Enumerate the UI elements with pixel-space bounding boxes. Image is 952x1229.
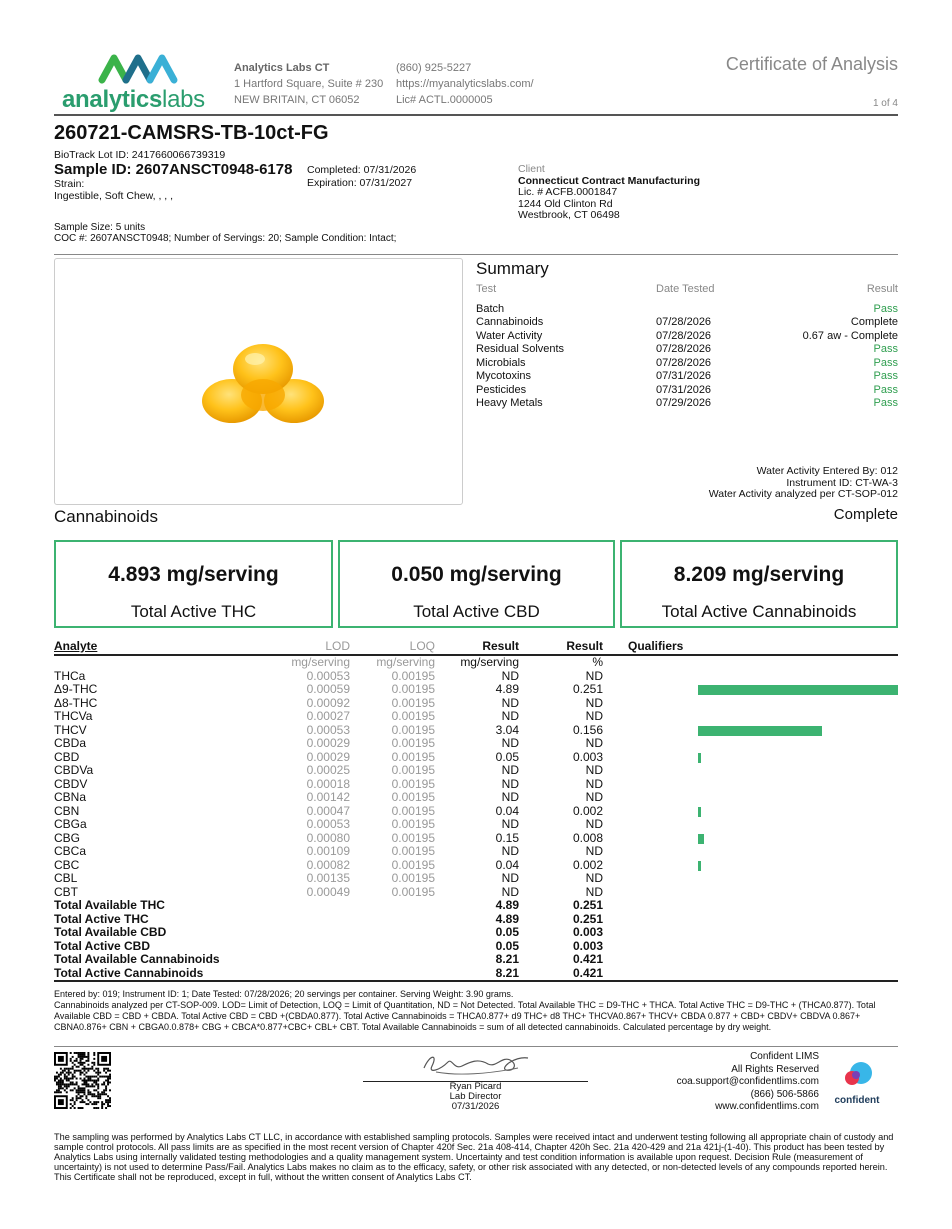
analyte-lod: 0.00080 [306, 830, 350, 845]
analyte-name: CBL [54, 871, 78, 885]
analyte-name: CBD [54, 749, 80, 764]
analytics-labs-logo [62, 52, 217, 114]
summary-row [476, 343, 898, 357]
stat-value: 4.893 mg/serving [108, 563, 279, 586]
document-title: Certificate of Analysis [725, 54, 898, 74]
notes-line: Cannabinoids analyzed per CT-SOP-009. LOD= Limit of Detection, LOQ = Limit of Quantitation, ND = Not Detected. Total Available THC = D9-THC + THCA. Total Active THC = D9-THC + (THCA0.877). Total Available CBD = CBD + CBDA. Total Active CBD = CBD +(CBDA0.877). Total Active Cannabinoids = THCA0.877+ d9 THC+ d8 THC+ THCVA0.867+ THCV+ CBDA 0.877 + CBD+ CBDV+ CBDVA 0.867+ CBNA0.876+ CBN + CBGA0.0.878+ CBG + CBCA*0.877+CBC+ CBL+ CBT. Total Available Cannabinoids = sum of all detected cannabinoids. Calculated percentage by dry weight. [54, 1000, 876, 1032]
wa-instrument: Instrument ID: CT-WA-3 [786, 476, 898, 489]
analyte-result-pct: ND [585, 871, 603, 885]
analyte-name: CBT [54, 884, 78, 899]
sample-size: Sample Size: 5 units [54, 222, 146, 233]
analyte-loq: 0.00195 [391, 884, 435, 899]
analyte-lod: 0.00049 [306, 884, 350, 899]
summary-result: Pass [873, 370, 898, 382]
col-analyte: Analyte [54, 639, 98, 653]
info-divider [54, 254, 898, 255]
summary-date: 07/31/2026 [656, 370, 712, 382]
analyte-lod: 0.00029 [306, 749, 350, 764]
strain: Strain: [54, 178, 85, 190]
analyte-result-mg: ND [501, 844, 519, 858]
summary-date: 07/28/2026 [656, 316, 712, 328]
summary-rows [476, 303, 898, 411]
analyte-result-mg: 0.04 [495, 803, 519, 818]
analyte-result-mg: 0.04 [495, 857, 519, 872]
summary-date [656, 303, 776, 317]
analyte-name: Δ8-THC [54, 695, 98, 710]
analyte-result-mg: 3.04 [495, 722, 519, 737]
total-name: Total Active CBD [54, 938, 151, 953]
water-activity-notes [709, 466, 898, 501]
summary-head-test: Test [476, 283, 497, 295]
stat-value: 8.209 mg/serving [673, 563, 845, 586]
analyte-result-pct: ND [585, 709, 603, 723]
summary-test: Residual Solvents [476, 343, 565, 355]
analyte-rows [54, 670, 898, 900]
wa-entered-by: Water Activity Entered By: 012 [756, 465, 898, 477]
table-row [54, 818, 898, 832]
analyte-result-pct: ND [585, 790, 603, 804]
analyte-result-pct: 0.156 [572, 722, 603, 737]
analyte-name: CBDVa [54, 763, 94, 777]
lims-email[interactable]: coa.support@confidentlims.com [676, 1076, 819, 1087]
confident-logo [832, 1060, 882, 1106]
client-license: Lic. # ACFB.0001847 [518, 186, 618, 198]
summary-head-result: Result [866, 283, 898, 295]
disclaimer: The sampling was performed by Analytics Labs CT LLC, in accordance with established sampling protocols. Samples were received intact and underwent testing following all appropriate chain of custody and sample control protocols. All pass limits are as specified in the most recent version of Chapter 420f Sec. 21a 408-414, Chapter 420h Sec. 21a 420-429 and 21a 421j-(1-40). This product has been tested by Analytics Labs using internally validated testing methodologies and a quality management system. Uncertainty and test condition information is available upon request. Decision Rule (measurement of uncertainty) is not used to determine Pass/Fail. Analytics Labs makes no claim as to the efficacy, safety, or other risk associated with any detected, or non-detected levels of any compounds reported herein. This Certificate shall not be reproduced, except in full, without the written consent of Analytics Labs CT. [54, 1132, 894, 1182]
sample-id: Sample ID: 2607ANSCT0948-6178 [54, 161, 293, 178]
cannabinoids-title: Cannabinoids [54, 507, 158, 526]
table-row [54, 683, 898, 697]
col-result-mg: Result [482, 639, 519, 653]
analyte-result-mg: ND [501, 817, 519, 831]
summary-result: Pass [873, 343, 898, 355]
summary-result: Pass [873, 356, 898, 369]
total-name: Total Active Cannabinoids [54, 965, 204, 980]
table-row [54, 751, 898, 765]
analyte-name: CBCa [54, 844, 87, 858]
biotrack-id: BioTrack Lot ID: 2417660066739319 [54, 149, 226, 161]
summary-test: Pesticides [476, 383, 527, 396]
analyte-loq: 0.00195 [391, 844, 435, 858]
lab-phone: (860) 925-5227 [396, 62, 472, 74]
lab-license: Lic# ACTL.0000005 [396, 94, 493, 106]
lims-phone: (866) 506-5866 [750, 1088, 819, 1100]
analyte-lod: 0.00025 [306, 763, 350, 777]
summary-result: Pass [873, 302, 898, 315]
analyte-loq: 0.00195 [391, 830, 435, 845]
analyte-name: CBG [54, 830, 81, 845]
lab-address [234, 60, 383, 108]
lab-address-line1: 1 Hartford Square, Suite # 230 [234, 78, 384, 90]
stat-label: Total Active THC [130, 602, 257, 621]
total-row [54, 913, 898, 927]
product-type: Ingestible, Soft Chew, , , , [54, 190, 174, 202]
table-row [54, 832, 898, 846]
analyte-lod: 0.00092 [306, 695, 350, 710]
table-units-row [54, 656, 898, 670]
analyte-result-mg: ND [501, 709, 519, 723]
signatory-name: Ryan Picard [449, 1081, 502, 1092]
client-address1: 1244 Old Clinton Rd [518, 197, 613, 210]
table-header [54, 640, 898, 654]
analyte-result-mg: ND [501, 871, 519, 885]
total-rows [54, 899, 898, 980]
total-name: Total Available THC [54, 898, 165, 912]
total-row [54, 953, 898, 967]
summary-date: 07/28/2026 [656, 356, 712, 369]
confident-wordmark: confident [834, 1095, 880, 1106]
stat-label: Total Active Cannabinoids [661, 602, 857, 621]
cannabinoid-notes [54, 989, 898, 1033]
analyte-lod: 0.00082 [306, 857, 350, 872]
summary-date: 07/28/2026 [656, 343, 712, 355]
stat-label: Total Active CBD [413, 602, 540, 621]
analyte-loq: 0.00195 [391, 695, 435, 710]
analyte-name: CBDa [54, 736, 87, 750]
analyte-bar [698, 861, 701, 871]
wa-sop: Water Activity analyzed per CT-SOP-012 [708, 488, 898, 500]
lab-address-line2: NEW BRITAIN, CT 06052 [234, 94, 360, 106]
analyte-loq: 0.00195 [391, 803, 435, 818]
logo-mark-icon [62, 52, 217, 86]
analyte-loq: 0.00195 [391, 682, 435, 696]
analyte-loq: 0.00195 [391, 749, 435, 764]
analyte-bar [698, 685, 898, 695]
analyte-result-mg: ND [501, 668, 519, 683]
table-row [54, 805, 898, 819]
summary-test: Batch [476, 302, 505, 315]
total-result-pct: 0.421 [572, 965, 603, 980]
summary-result: 0.67 aw - Complete [802, 329, 898, 342]
total-result-mg: 0.05 [495, 925, 519, 939]
analyte-result-mg: ND [501, 736, 519, 750]
total-name: Total Active THC [54, 911, 149, 926]
summary-title: Summary [476, 259, 549, 278]
summary-result: Pass [873, 383, 898, 396]
summary-date: 07/31/2026 [656, 383, 712, 396]
total-row [54, 940, 898, 954]
analyte-bar [698, 726, 822, 736]
table-row [54, 737, 898, 751]
table-row [54, 886, 898, 900]
analyte-loq: 0.00195 [391, 763, 435, 777]
unit-lod: mg/serving [291, 655, 350, 669]
dates-info [307, 164, 416, 190]
total-result-pct: 0.251 [572, 898, 603, 912]
analyte-lod: 0.00047 [306, 803, 350, 818]
summary-date: 07/28/2026 [656, 329, 712, 342]
table-row [54, 872, 898, 886]
table-row [54, 845, 898, 859]
analyte-name: CBDV [54, 776, 88, 791]
col-loq: LOQ [409, 639, 435, 653]
analyte-result-pct: 0.002 [572, 803, 603, 818]
analyte-result-mg: 0.15 [495, 830, 519, 845]
summary-result: Complete [850, 316, 898, 328]
client-label: Client [518, 163, 545, 175]
analyte-lod: 0.00018 [306, 776, 350, 791]
analyte-loq: 0.00195 [391, 817, 435, 831]
analyte-lod: 0.00027 [306, 709, 350, 723]
table-row [54, 764, 898, 778]
unit-result-pct: % [592, 655, 603, 669]
total-result-mg: 8.21 [495, 952, 519, 966]
product-image-frame [54, 258, 463, 505]
summary-result: Pass [873, 397, 898, 409]
analyte-result-mg: ND [501, 695, 519, 710]
analyte-loq: 0.00195 [391, 871, 435, 885]
client-name: Connecticut Contract Manufacturing [518, 174, 701, 187]
total-result-mg: 4.89 [495, 911, 519, 926]
analyte-result-pct: ND [585, 776, 603, 791]
analyte-result-pct: ND [585, 736, 603, 750]
analyte-result-mg: ND [501, 884, 519, 899]
total-row [54, 899, 898, 913]
analyte-result-mg: 0.05 [495, 749, 519, 764]
analyte-name: THCa [54, 668, 86, 683]
stat-total-active-cbd [338, 540, 615, 628]
unit-loq: mg/serving [376, 655, 435, 669]
notes-text [54, 989, 898, 1033]
analyte-loq: 0.00195 [391, 736, 435, 750]
stat-total-active-cannabinoids [620, 540, 898, 628]
col-lod: LOD [325, 639, 350, 653]
logo-wordmark: analyticslabs [62, 86, 205, 113]
signature-date: 07/31/2026 [451, 1101, 500, 1112]
total-name: Total Available Cannabinoids [54, 952, 220, 966]
analyte-loq: 0.00195 [391, 776, 435, 791]
analyte-bar [698, 807, 701, 817]
total-result-pct: 0.003 [572, 925, 603, 939]
analyte-lod: 0.00029 [306, 736, 350, 750]
summary-test: Mycotoxins [476, 370, 532, 382]
summary-row [476, 303, 898, 317]
analyte-lod: 0.00142 [306, 790, 350, 804]
qr-code-icon[interactable] [54, 1052, 111, 1109]
table-row [54, 697, 898, 711]
analyte-bar [698, 834, 704, 844]
total-result-mg: 4.89 [495, 898, 519, 912]
summary-row [476, 330, 898, 344]
summary-row [476, 370, 898, 384]
summary-test: Cannabinoids [476, 316, 544, 328]
analyte-lod: 0.00053 [306, 722, 350, 737]
table-row [54, 710, 898, 724]
cannabinoids-status: Complete [833, 506, 898, 523]
stat-value: 0.050 mg/serving [391, 563, 562, 586]
summary-row [476, 384, 898, 398]
summary-row [476, 357, 898, 371]
analyte-bar [698, 753, 701, 763]
summary-test: Microbials [476, 356, 526, 369]
analyte-result-pct: ND [585, 695, 603, 710]
analyte-result-mg: 4.89 [495, 682, 519, 696]
analyte-result-pct: 0.003 [572, 749, 603, 764]
footer-divider [54, 1046, 898, 1047]
table-row [54, 859, 898, 873]
analyte-result-pct: ND [585, 817, 603, 831]
analyte-lod: 0.00135 [306, 871, 350, 885]
table-row [54, 670, 898, 684]
analyte-name: Δ9-THC [54, 682, 98, 696]
expiration-date: Expiration: 07/31/2027 [307, 177, 413, 189]
summary-row [476, 397, 898, 411]
lims-rights: All Rights Reserved [731, 1063, 819, 1075]
total-result-mg: 8.21 [495, 965, 519, 980]
table-row [54, 791, 898, 805]
analyte-loq: 0.00195 [391, 709, 435, 723]
analyte-lod: 0.00059 [306, 682, 350, 696]
summary-date: 07/29/2026 [656, 397, 712, 409]
analyte-name: CBNa [54, 790, 87, 804]
table-bottom-rule [54, 980, 898, 982]
product-info [54, 149, 292, 202]
analyte-name: CBGa [54, 817, 87, 831]
lims-info [677, 1051, 819, 1114]
analyte-name: THCVa [54, 709, 93, 723]
coc-info: COC #: 2607ANSCT0948; Number of Servings: 20; Sample Condition: Intact; [54, 233, 397, 244]
unit-result-mg: mg/serving [460, 655, 519, 669]
cannabinoid-table [54, 640, 898, 982]
total-result-mg: 0.05 [495, 938, 519, 953]
page-number: 1 of 4 [872, 98, 898, 109]
total-result-pct: 0.421 [572, 952, 603, 966]
lims-website[interactable]: www.confidentlims.com [715, 1101, 819, 1112]
analyte-loq: 0.00195 [391, 722, 435, 737]
summary-head-date: Date Tested [656, 283, 715, 295]
signature-image [418, 1050, 536, 1080]
analyte-loq: 0.00195 [391, 790, 435, 804]
notes-line: Entered by: 019; Instrument ID: 1; Date Tested: 07/28/2026; 20 servings per container. Serving Weight: 3.90 grams. [54, 989, 514, 999]
analyte-result-pct: ND [585, 668, 603, 683]
analyte-result-pct: 0.008 [572, 830, 603, 845]
stat-total-active-thc [54, 540, 333, 628]
client-info [518, 164, 700, 222]
analyte-result-mg: ND [501, 776, 519, 791]
lab-website[interactable]: https://myanalyticslabs.com/ [396, 78, 534, 90]
summary-header [476, 283, 898, 297]
total-name: Total Available CBD [54, 925, 167, 939]
product-title: 260721-CAMSRS-TB-10ct-FG [54, 122, 329, 144]
signatory-role: Lab Director [449, 1091, 502, 1102]
analyte-lod: 0.00053 [306, 817, 350, 831]
confident-logo-mark-icon [832, 1060, 882, 1090]
analyte-name: CBN [54, 803, 80, 818]
completed-date: Completed: 07/31/2026 [307, 164, 417, 176]
col-result-pct: Result [566, 639, 603, 653]
analyte-result-mg: ND [501, 763, 519, 777]
analyte-result-pct: 0.002 [572, 857, 603, 872]
analyte-result-pct: ND [585, 884, 603, 899]
analyte-name: CBC [54, 857, 80, 872]
analyte-loq: 0.00195 [391, 857, 435, 872]
soft-chew-image [55, 259, 462, 504]
summary-row [476, 316, 898, 330]
total-result-pct: 0.003 [572, 938, 603, 953]
analyte-loq: 0.00195 [391, 668, 435, 683]
client-address2: Westbrook, CT 06498 [518, 209, 620, 221]
total-result-pct: 0.251 [572, 911, 603, 926]
analyte-result-mg: ND [501, 790, 519, 804]
total-row [54, 926, 898, 940]
total-row [54, 967, 898, 981]
sample-details [54, 222, 396, 244]
header-divider [54, 114, 898, 116]
lab-contact [396, 60, 534, 108]
signatory-info [363, 1082, 588, 1112]
table-row [54, 724, 898, 738]
summary-section [476, 259, 898, 411]
summary-test: Heavy Metals [476, 397, 543, 409]
summary-test: Water Activity [476, 329, 543, 342]
col-qualifiers: Qualifiers [628, 639, 684, 653]
analyte-result-pct: ND [585, 763, 603, 777]
lims-name: Confident LIMS [750, 1051, 819, 1062]
analyte-lod: 0.00109 [306, 844, 350, 858]
lab-name: Analytics Labs CT [234, 62, 330, 74]
analyte-name: THCV [54, 722, 87, 737]
analyte-result-pct: 0.251 [572, 682, 603, 696]
analyte-lod: 0.00053 [306, 668, 350, 683]
analyte-result-pct: ND [585, 844, 603, 858]
table-row [54, 778, 898, 792]
